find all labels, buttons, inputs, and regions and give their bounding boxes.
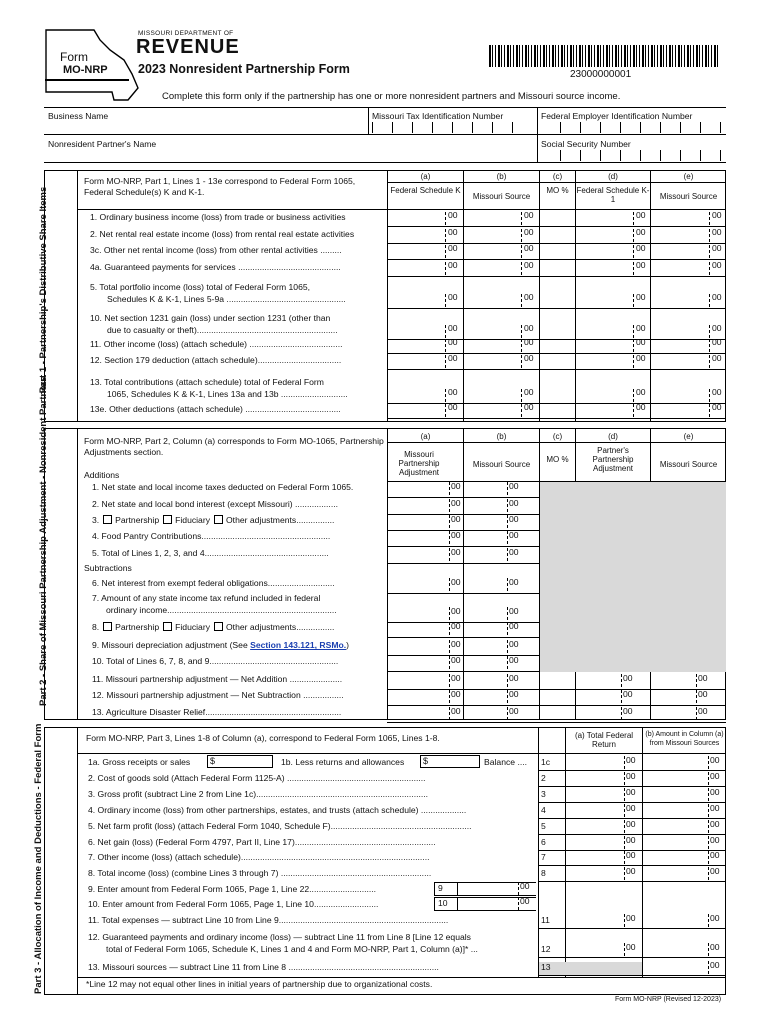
p1-amount-field[interactable]	[464, 245, 522, 259]
revenue-logo: REVENUE	[136, 36, 240, 58]
partnership-checkbox[interactable]	[103, 515, 112, 524]
p1-mo-percent-field[interactable]	[540, 404, 575, 418]
fiduciary-checkbox[interactable]	[163, 622, 172, 631]
cents-label: 00	[698, 706, 708, 716]
p1-amount-field[interactable]	[388, 294, 446, 308]
cents-label: 00	[451, 514, 461, 524]
cents-label: 00	[626, 913, 636, 923]
cents-label: 00	[712, 323, 722, 333]
p3-shaded-13	[539, 962, 642, 976]
p1-amount-field[interactable]	[388, 404, 446, 418]
p1-line-label: 1. Ordinary business income (loss) from trade or business activities	[90, 212, 346, 222]
cents-label: 00	[712, 292, 722, 302]
subtractions-label: Subtractions	[84, 563, 132, 573]
cents-label: 00	[626, 787, 636, 797]
cents-label: 00	[509, 689, 519, 699]
cents-label: 00	[509, 577, 519, 587]
cents-label: 00	[509, 673, 519, 683]
p1-mo-percent-field[interactable]	[540, 262, 575, 276]
p1-mo-percent-field[interactable]	[540, 245, 575, 259]
p1-mo-percent-field[interactable]	[540, 325, 575, 339]
p1-amount-field[interactable]	[388, 325, 446, 339]
p3-line-num: 11	[541, 915, 550, 925]
p3-amount-field[interactable]	[643, 851, 708, 865]
p1-amount-field[interactable]	[464, 339, 522, 353]
p3-line-num: 6	[541, 837, 546, 847]
p2-line-label: 5. Total of Lines 1, 2, 3, and 4....................................................	[92, 548, 329, 558]
cents-label: 00	[451, 530, 461, 540]
cents-label: 00	[451, 639, 461, 649]
cents-label: 00	[626, 803, 636, 813]
p3-amount-field[interactable]	[566, 867, 624, 881]
p1-amount-field[interactable]	[651, 339, 710, 353]
p2-line-label: 10. Total of Lines 6, 7, 8, and 9......................................................	[92, 656, 339, 666]
cents-label: 00	[636, 323, 646, 333]
ssn-label: Social Security Number	[541, 139, 631, 149]
p1-amount-field[interactable]	[651, 404, 710, 418]
cents-label: 00	[712, 337, 722, 347]
cents-label: 00	[448, 243, 458, 253]
cents-label: 00	[451, 577, 461, 587]
cents-label: 00	[524, 260, 534, 270]
cents-label: 00	[710, 866, 720, 876]
mo-tax-id-label: Missouri Tax Identification Number	[372, 111, 504, 121]
p1-amount-field[interactable]	[576, 404, 634, 418]
cents-label: 00	[636, 260, 646, 270]
p3-line-label: 3. Gross profit (subtract Line 2 from Line 1c)........................................................................	[88, 789, 429, 799]
cents-label: 00	[710, 755, 720, 765]
p3-line-num: 2	[541, 773, 546, 783]
p3-amount-field[interactable]	[566, 836, 624, 850]
cents-label: 00	[448, 210, 458, 220]
dept-name: MISSOURI DEPARTMENT OF	[138, 30, 234, 37]
cents-label: 00	[636, 292, 646, 302]
cents-label: 00	[524, 402, 534, 412]
p1-line-label: 2. Net rental real estate income (loss) from rental real estate activities	[90, 229, 355, 239]
p1-amount-field[interactable]	[651, 294, 710, 308]
p1-amount-field[interactable]	[576, 245, 634, 259]
p1-amount-field[interactable]	[576, 355, 634, 369]
cents-label: 00	[710, 960, 720, 970]
cents-label: 00	[710, 803, 720, 813]
cents-label: 00	[451, 547, 461, 557]
p3-line-label: 1a. Gross receipts or sales	[88, 757, 191, 767]
p1-amount-field[interactable]	[576, 325, 634, 339]
p1-line-label: 4a. Guaranteed payments for services ...........................................	[90, 262, 341, 272]
cents-label: 00	[451, 706, 461, 716]
p1-amount-field[interactable]	[464, 389, 522, 403]
cents-label: 00	[448, 227, 458, 237]
p1-line-label: 11. Other income (loss) (attach schedule) .......................................	[90, 339, 343, 349]
p1-mo-percent-field[interactable]	[540, 212, 575, 226]
cents-label: 00	[448, 260, 458, 270]
p1-amount-field[interactable]	[651, 212, 710, 226]
cents-label: 00	[524, 227, 534, 237]
cents-label: 00	[524, 292, 534, 302]
p1-line-label: 3c. Other net rental income (loss) from other rental activities .........	[90, 245, 342, 255]
p2-line-label: 12. Missouri partnership adjustment — Net Subtraction .................	[92, 690, 344, 700]
cents-label: 00	[636, 353, 646, 363]
footer: Form MO-NRP (Revised 12-2023)	[615, 996, 722, 1003]
p2-line-label: 3. Partnership Fiduciary Other adjustments................	[92, 515, 335, 525]
p3-mid-num: 9	[434, 882, 458, 896]
p3-amount-field[interactable]	[643, 867, 708, 881]
p1-mo-percent-field[interactable]	[540, 339, 575, 353]
cents-label: 00	[710, 913, 720, 923]
p2-col-e-title: Missouri Source	[659, 460, 718, 469]
cents-label: 00	[710, 771, 720, 781]
p1-amount-field[interactable]	[576, 389, 634, 403]
p2-line-label: 6. Net interest from exempt federal obligations............................	[92, 578, 335, 588]
fiduciary-checkbox-label: Fiduciary	[175, 515, 210, 525]
p1-amount-field[interactable]	[464, 404, 522, 418]
p3-line-num: 13	[541, 962, 551, 972]
p1-amount-field[interactable]	[388, 245, 446, 259]
p1-amount-field[interactable]	[576, 212, 634, 226]
p1-amount-field[interactable]	[464, 262, 522, 276]
p3-amount-field[interactable]	[566, 914, 624, 928]
p2-line-label: 13. Agriculture Disaster Relief.........................................................	[92, 707, 342, 717]
ssn-field[interactable]	[541, 150, 721, 161]
fiduciary-checkbox-label: Fiduciary	[175, 622, 210, 632]
cents-label: 00	[712, 387, 722, 397]
p3-amount-field[interactable]	[643, 772, 708, 786]
p1-col-c-title: MO %	[546, 186, 569, 195]
p2-col-b-title: Missouri Source	[472, 460, 531, 469]
p3-amount-field[interactable]	[566, 820, 624, 834]
cents-label: 00	[448, 292, 458, 302]
p1-amount-field[interactable]	[388, 262, 446, 276]
cents-label: 00	[626, 942, 636, 952]
cents-label: 00	[712, 402, 722, 412]
p1-mo-percent-field[interactable]	[540, 355, 575, 369]
cents-label: 00	[509, 655, 519, 665]
p3-col-a: (a) Total Federal Return	[574, 731, 634, 749]
gross-receipts-field[interactable]: $	[207, 755, 273, 768]
cents-label: 00	[710, 850, 720, 860]
p1-line-label: 10. Net section 1231 gain (loss) under section 1231 (other than	[90, 313, 331, 323]
p3-line-label: 11. Total expenses — subtract Line 10 from Line 9.......................................................................	[88, 915, 449, 925]
partnership-checkbox[interactable]	[103, 622, 112, 631]
cents-label: 00	[524, 387, 534, 397]
cents-label: 00	[710, 942, 720, 952]
cents-label: 00	[712, 227, 722, 237]
p2-line-label: 4. Food Pantry Contributions......................................................	[92, 531, 331, 541]
p1-line-label: 13e. Other deductions (attach schedule) ........................................	[90, 404, 341, 414]
footnote: *Line 12 may not equal other lines in initial years of partnership due to organizational costs.	[86, 979, 433, 989]
p3-amount-field[interactable]	[643, 804, 708, 818]
p2-line-label: 9. Missouri depreciation adjustment (See Section 143.121, RSMo.)	[92, 640, 349, 650]
cents-label: 00	[626, 755, 636, 765]
cents-label: 00	[636, 387, 646, 397]
cents-label: 00	[451, 655, 461, 665]
p1-col-b: (b)	[496, 172, 507, 181]
p3-mid-num: 10	[434, 897, 458, 911]
mo-tax-id-field[interactable]	[372, 122, 532, 133]
cents-label: 00	[710, 787, 720, 797]
p3-line-num: 4	[541, 805, 546, 815]
p1-amount-field[interactable]	[576, 262, 634, 276]
cents-label: 00	[448, 387, 458, 397]
part2-side-label: Part 2 - Share of Missouri Partnership Adjustment - Nonresident Partners	[38, 376, 49, 706]
p3-line-label: 8. Total income (loss) (combine Lines 3 through 7) ...............................................................	[88, 868, 432, 878]
p3-line-num: 3	[541, 789, 546, 799]
balance-label: Balance ....	[484, 757, 527, 767]
cents-label: 00	[451, 621, 461, 631]
p1-col-b-title: Missouri Source	[472, 192, 531, 201]
cents-label: 00	[626, 771, 636, 781]
cents-label: 00	[509, 498, 519, 508]
additions-label: Additions	[84, 470, 120, 480]
cents-label: 00	[712, 353, 722, 363]
p3-amount-field[interactable]	[643, 961, 708, 975]
p1-col-d: (d)	[608, 172, 618, 181]
p1-line-label: 5. Total portfolio income (loss) total of Federal Form 1065,	[90, 282, 311, 292]
cents-label: 00	[509, 706, 519, 716]
p1-amount-field[interactable]	[464, 229, 522, 243]
cents-label: 00	[524, 337, 534, 347]
cents-label: 00	[509, 621, 519, 631]
p2-col-a-title: Missouri Partnership Adjustment	[398, 450, 440, 477]
p3-line-num: 7	[541, 852, 546, 862]
cents-label: 00	[623, 706, 633, 716]
cents-label: 00	[698, 673, 708, 683]
business-name-field[interactable]	[46, 122, 366, 133]
partnership-checkbox-label: Partnership	[115, 622, 160, 632]
p3-line-label: 4. Ordinary income (loss) from other partnerships, estates, and trusts (attach schedule) ...................	[88, 805, 467, 815]
cents-label: 00	[626, 866, 636, 876]
cents-label: 00	[636, 337, 646, 347]
form-label: Form	[60, 50, 88, 64]
cents-label: 00	[636, 402, 646, 412]
p1-amount-field[interactable]	[464, 355, 522, 369]
p3-amount-field[interactable]	[566, 851, 624, 865]
p1-amount-field[interactable]	[651, 325, 710, 339]
cents-label: 00	[509, 514, 519, 524]
p1-amount-field[interactable]	[651, 262, 710, 276]
p1-line-label: 13. Total contributions (attach schedule) total of Federal Form	[90, 377, 324, 387]
p3-amount-field[interactable]	[643, 943, 708, 957]
p1-line-label: 12. Section 179 deduction (attach schedule)...................................	[90, 355, 342, 365]
cents-label: 00	[636, 210, 646, 220]
cents-label: 00	[451, 606, 461, 616]
partner-name-label: Nonresident Partner's Name	[48, 139, 157, 149]
p3-amount-field[interactable]	[643, 820, 708, 834]
p3-line-label: 7. Other income (loss) (attach schedule)...............................................................................	[88, 852, 430, 862]
p3-line-label: 5. Net farm profit (loss) (attach Federal Form 1040, Schedule F)...........................................................	[88, 821, 472, 831]
p1-col-e-title: Missouri Source	[659, 192, 718, 201]
p1-amount-field[interactable]	[464, 294, 522, 308]
p1-mo-percent-field[interactable]	[540, 229, 575, 243]
part1-intro: Form MO-NRP, Part 1, Lines 1 - 13e correspond to Federal Form 1065, Federal Schedule(s) K and K-1.	[84, 176, 356, 197]
cents-label: 00	[698, 689, 708, 699]
cents-label: 00	[524, 243, 534, 253]
form-title: 2023 Nonresident Partnership Form	[138, 62, 350, 76]
cents-label: 00	[520, 881, 530, 891]
p1-amount-field[interactable]	[651, 389, 710, 403]
cents-label: 00	[448, 337, 458, 347]
p1-amount-field[interactable]	[464, 325, 522, 339]
p2-col-c-title: MO %	[546, 455, 569, 464]
partner-name-field[interactable]	[46, 150, 534, 161]
part2-intro: Form MO-NRP, Part 2, Column (a) corresponds to Form MO-1065, Partnership Adjustments section.	[84, 436, 384, 457]
fein-label: Federal Employer Identification Number	[541, 111, 693, 121]
partnership-checkbox-label: Partnership	[115, 515, 160, 525]
p1-mo-percent-field[interactable]	[540, 294, 575, 308]
cents-label: 00	[451, 481, 461, 491]
cents-label: 00	[626, 819, 636, 829]
cents-label: 00	[626, 850, 636, 860]
p3-col-b: (b) Amount in Column (a) from Missouri Sources	[645, 731, 724, 747]
fiduciary-checkbox[interactable]	[163, 515, 172, 524]
p1-amount-field[interactable]	[576, 339, 634, 353]
p3-amount-field[interactable]	[566, 788, 624, 802]
p3-line-label: 12. Guaranteed payments and ordinary income (loss) — subtract Line 11 from Line 8 [Line 12 equals	[88, 932, 471, 942]
part3-side-label: Part 3 - Allocation of Income and Deductions - Federal Form	[33, 723, 44, 994]
p1-col-a: (a)	[420, 172, 431, 181]
other_adj-checkbox[interactable]	[214, 622, 223, 631]
p3-line-label: 13. Missouri sources — subtract Line 11 from Line 8 ...............................................................	[88, 962, 439, 972]
p2-line-label: 7. Amount of any state income tax refund included in federal	[92, 593, 321, 603]
cents-label: 00	[710, 835, 720, 845]
p1-line-label: Schedules K & K-1, Lines 5-9a ..................................................	[107, 294, 346, 304]
p1-amount-field[interactable]	[388, 389, 446, 403]
p1-line-label: due to casualty or theft)...........................................................	[107, 325, 338, 335]
p1-amount-field[interactable]	[651, 355, 710, 369]
p2-shaded-area	[540, 482, 726, 672]
p1-amount-field[interactable]	[388, 212, 446, 226]
p3-amount-field[interactable]	[643, 914, 708, 928]
cents-label: 00	[509, 547, 519, 557]
cents-label: 00	[451, 673, 461, 683]
p1-amount-field[interactable]	[651, 245, 710, 259]
p3-amount-field[interactable]	[643, 756, 708, 770]
cents-label: 00	[524, 210, 534, 220]
cents-label: 00	[509, 481, 519, 491]
p2-line-label: 11. Missouri partnership adjustment — Net Addition ......................	[92, 674, 343, 684]
p1-amount-field[interactable]	[651, 229, 710, 243]
cents-label: 00	[509, 606, 519, 616]
other_adj-checkbox[interactable]	[214, 515, 223, 524]
form-instruction: Complete this form only if the partnership has one or more nonresident partners and Missouri source income.	[162, 91, 621, 102]
p1-amount-field[interactable]	[576, 229, 634, 243]
cents-label: 00	[712, 210, 722, 220]
cents-label: 00	[712, 260, 722, 270]
other_adj-checkbox-label: Other adjustments................	[226, 515, 335, 525]
cents-label: 00	[712, 243, 722, 253]
p1-col-a-title: Federal Schedule K	[390, 186, 461, 195]
p1-amount-field[interactable]	[464, 212, 522, 226]
cents-label: 00	[448, 353, 458, 363]
cents-label: 00	[524, 323, 534, 333]
cents-label: 00	[520, 896, 530, 906]
p3-line-label: 9. Enter amount from Federal Form 1065, Page 1, Line 22............................	[88, 884, 377, 894]
p2-line-label: 8. Partnership Fiduciary Other adjustments................	[92, 622, 335, 632]
p3-line-num: 1c	[541, 757, 551, 767]
p2-col-d-title: Partner's Partnership Adjustment	[592, 446, 634, 473]
cents-label: 00	[623, 689, 633, 699]
cents-label: 00	[524, 353, 534, 363]
p1-col-e: (e)	[683, 172, 694, 181]
business-name-label: Business Name	[48, 111, 109, 121]
p2-line-label: 2. Net state and local bond interest (except Missouri) ..................	[92, 499, 338, 509]
p2-line-label: 1. Net state and local income taxes deducted on Federal Form 1065.	[92, 482, 354, 492]
part3-intro: Form MO-NRP, Part 3, Lines 1-8 of Column (a), correspond to Federal Form 1065, Lines 1-8.	[86, 733, 440, 743]
cents-label: 00	[626, 835, 636, 845]
p2-line-label: ordinary income.......................................................................	[106, 605, 337, 615]
cents-label: 00	[509, 530, 519, 540]
cents-label: 00	[451, 689, 461, 699]
other_adj-checkbox-label: Other adjustments................	[226, 622, 335, 632]
p1-line-label: 1065, Schedules K & K-1, Lines 13a and 13b ............................	[107, 389, 348, 399]
p3-line-label: total of Federal Form 1065, Schedule K, Lines 1 and 4 and Form MO-NRP, Part 1, Column (a)]* ...	[106, 944, 478, 954]
p3-line-num: 12	[541, 944, 551, 954]
fein-field[interactable]	[541, 122, 721, 133]
p3-amount-field[interactable]	[566, 772, 624, 786]
p3-1b-label: 1b. Less returns and allowances	[281, 757, 405, 767]
cents-label: 00	[509, 639, 519, 649]
p1-col-d-title: Federal Schedule K-1	[576, 186, 650, 204]
statute-link[interactable]: Section 143.121, RSMo.	[250, 640, 347, 650]
barcode	[489, 45, 720, 67]
returns-field[interactable]: $	[420, 755, 480, 768]
cents-label: 00	[451, 498, 461, 508]
p1-mo-percent-field[interactable]	[540, 389, 575, 403]
p1-amount-field[interactable]	[388, 355, 446, 369]
p3-amount-field[interactable]	[643, 788, 708, 802]
p1-col-c: (c)	[552, 172, 563, 181]
p3-line-label: 2. Cost of goods sold (Attach Federal Form 1125-A) ..........................................................	[88, 773, 426, 783]
p1-amount-field[interactable]	[576, 294, 634, 308]
form-code: MO-NRP	[45, 64, 129, 81]
barcode-number: 23000000001	[570, 69, 632, 80]
p3-amount-field[interactable]	[566, 804, 624, 818]
cents-label: 00	[636, 243, 646, 253]
cents-label: 00	[636, 227, 646, 237]
p3-line-label: 10. Enter amount from Federal Form 1065, Page 1, Line 10...........................	[88, 899, 379, 909]
cents-label: 00	[448, 402, 458, 412]
cents-label: 00	[448, 323, 458, 333]
p3-line-num: 8	[541, 868, 546, 878]
cents-label: 00	[623, 673, 633, 683]
part1-side-label: Part 1 - Partnership's Distributive Share Items	[38, 186, 49, 394]
p3-amount-field[interactable]	[566, 756, 624, 770]
p1-amount-field[interactable]	[388, 339, 446, 353]
cents-label: 00	[710, 819, 720, 829]
p3-amount-field[interactable]	[643, 836, 708, 850]
p1-amount-field[interactable]	[388, 229, 446, 243]
p3-line-num: 5	[541, 821, 546, 831]
p3-amount-field[interactable]	[566, 943, 624, 957]
p3-line-label: 6. Net gain (loss) (Federal Form 4797, Part II, Line 17)...........................................................	[88, 837, 436, 847]
